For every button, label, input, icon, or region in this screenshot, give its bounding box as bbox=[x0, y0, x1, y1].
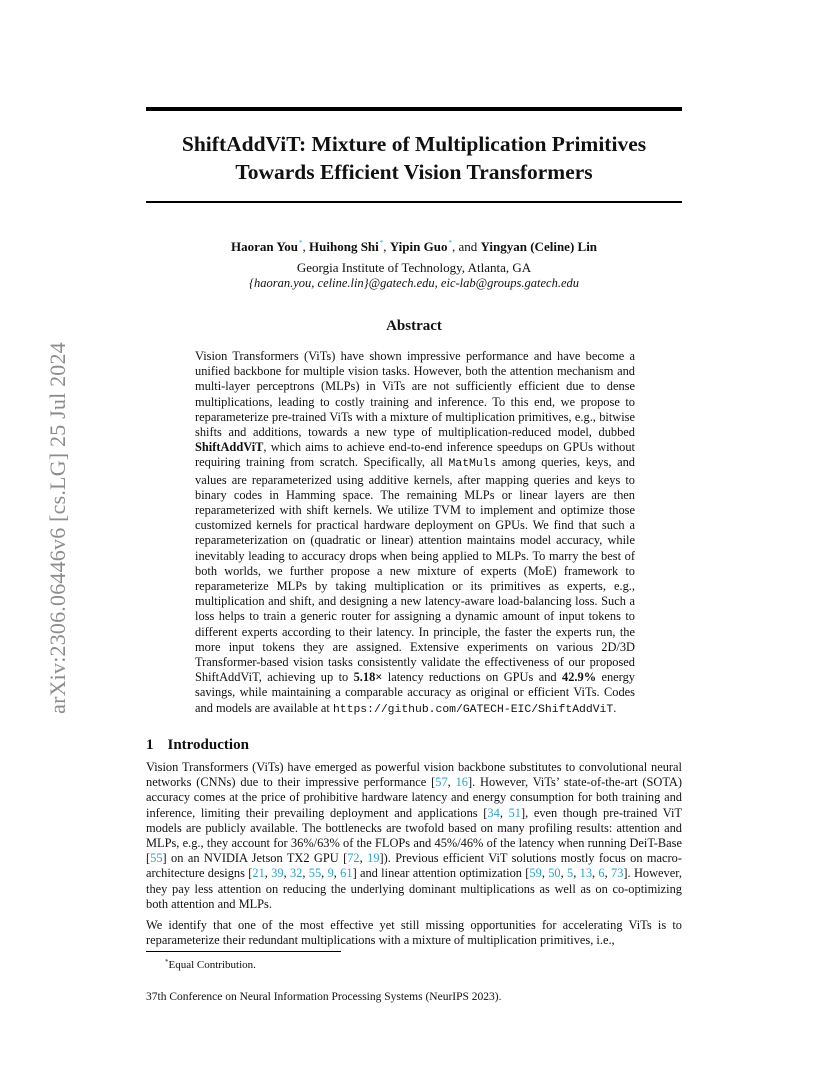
venue-line: 37th Conference on Neural Information Processing Systems (NeurIPS 2023). bbox=[146, 991, 502, 1003]
code-url-link[interactable]: https://github.com/GATECH-EIC/ShiftAddViT bbox=[332, 703, 614, 716]
title-top-rule bbox=[146, 107, 682, 111]
intro-text: ] on an NVIDIA Jetson TX2 GPU [ bbox=[162, 851, 348, 866]
author-separator: , bbox=[302, 239, 310, 254]
author-list bbox=[146, 234, 682, 256]
citation-link[interactable]: 32 bbox=[289, 866, 303, 881]
intro-text: ]. However, they pay less attention on reducing the underlying dominant multiplications as well as on co-optimizing both attention and MLPs. bbox=[146, 866, 682, 911]
arxiv-stamp: arXiv:2306.06446v6 [cs.LG] 25 Jul 2024 bbox=[45, 342, 70, 714]
citation-link[interactable]: 72 bbox=[347, 851, 360, 866]
author-separator: , bbox=[383, 239, 390, 254]
citation-link[interactable]: 55 bbox=[150, 851, 163, 866]
abstract-body bbox=[195, 349, 635, 718]
equal-contribution-mark[interactable]: * bbox=[379, 239, 384, 247]
abstract-text: latency reductions on GPUs and bbox=[382, 670, 563, 685]
energy-savings-value: 42.9% bbox=[562, 670, 597, 685]
model-name: ShiftAddViT bbox=[195, 440, 264, 455]
author-name: Haoran You bbox=[230, 239, 299, 254]
citation-link[interactable]: 51 bbox=[508, 805, 521, 820]
matmuls-code: MatMuls bbox=[448, 458, 497, 471]
title-bottom-rule bbox=[146, 201, 682, 203]
footnote-text: Equal Contribution. bbox=[168, 959, 256, 971]
author-name: Huihong Shi bbox=[309, 239, 379, 254]
author-name: Yingyan (Celine) Lin bbox=[480, 239, 598, 254]
author-emails: {haoran.you, celine.lin}@gatech.edu, eic-lab@groups.gatech.edu bbox=[248, 276, 580, 290]
speedup-value: 5.18× bbox=[353, 670, 383, 685]
citation-link[interactable]: 34 bbox=[487, 805, 500, 820]
introduction-body bbox=[146, 760, 682, 954]
title-line-1: ShiftAddViT: Mixture of Multiplication Primitives bbox=[181, 132, 647, 156]
footnote-rule bbox=[146, 951, 341, 952]
author-name: Yipin Guo bbox=[389, 239, 448, 254]
citation-link[interactable]: 73 bbox=[611, 866, 624, 881]
intro-paragraph-1: Vision Transformers (ViTs) have emerged as powerful vision backbone substitutes to convolutional neural networks (CNNs) due to their impressive performance [57, 16]. However, ViTs’ state-of-the-art (SOTA) accuracy comes at the price of prohibitive hardware latency and energy consumption for both training and inference, limiting their prevailing deployment and applications [34, 51], even though pre-trained ViT models are publicly available. The bottlenecks are twofold based on many profiling results: attention and MLPs, e.g., they account for 36%/63% of the FLOPs and 45%/46% of the latency when running DeiT-Base [55] on an NVIDIA Jetson TX2 GPU [72, 19]). Previous efficient ViT solutions mostly focus on macro-architecture designs [21, 39, 32, 55, 9, 61] and linear attention optimization [59, 50, 5, 13, 6, 73]. However, they pay less attention on reducing the underlying dominant multiplications as well as on co-optimizing both attention and MLPs. bbox=[146, 760, 683, 911]
citation-link[interactable]: 19 bbox=[367, 851, 380, 866]
paper-title bbox=[146, 130, 682, 186]
citation-link[interactable]: 5 bbox=[567, 866, 574, 881]
intro-text: ]). Previous efficient ViT solutions mostly focus on macro-architecture designs [ bbox=[146, 851, 682, 881]
intro-paragraph-2: We identify that one of the most effective yet still missing opportunities for accelerating ViTs is to reparameterize their redundant multiplications with a mixture of multiplication primitives, i.e., bbox=[146, 918, 682, 948]
citation-link[interactable]: 16 bbox=[455, 775, 468, 790]
affiliation: Georgia Institute of Technology, Atlanta, GA bbox=[296, 260, 532, 275]
footnote-mark: * bbox=[165, 958, 169, 966]
abstract-text: Vision Transformers (ViTs) have shown impressive performance and have become a unified backbone for multiple vision tasks. However, both the attention mechanism and multi-layer perceptrons (MLPs) in ViTs are not sufficiently efficient due to dense multiplications, leading to costly training and inference. To this end, we propose to reparameterize pre-trained ViTs with a mixture of multiplication primitives, e.g., bitwise shifts and additions, towards a new type of multiplication-reduced model, dubbed bbox=[195, 349, 635, 440]
footnote bbox=[165, 955, 256, 972]
author-separator: , and bbox=[451, 239, 481, 254]
section-heading-introduction bbox=[146, 737, 249, 754]
citation-link[interactable]: 61 bbox=[340, 866, 353, 881]
citation-link[interactable]: 9 bbox=[327, 866, 334, 881]
citation-link[interactable]: 13 bbox=[579, 866, 593, 881]
intro-text: Vision Transformers (ViTs) have emerged as powerful vision backbone substitutes to convolutional neural networks (CNNs) due to their impressive performance [ bbox=[146, 760, 682, 790]
intro-text: ] and linear attention optimization [ bbox=[352, 866, 530, 881]
equal-contribution-mark[interactable]: * bbox=[299, 239, 303, 247]
citation-link[interactable]: 21 bbox=[252, 866, 265, 881]
citation-link[interactable]: 59 bbox=[529, 866, 542, 881]
abstract-text: energy savings, while maintaining a comparable accuracy as original or efficient ViTs. Codes and models are available at bbox=[195, 670, 635, 715]
section-number: 1 bbox=[146, 737, 154, 753]
citation-link[interactable]: 55 bbox=[308, 866, 322, 881]
abstract-text: . bbox=[613, 700, 617, 715]
citation-link[interactable]: 50 bbox=[548, 866, 561, 881]
citation-link[interactable]: 6 bbox=[598, 866, 605, 881]
section-title: Introduction bbox=[167, 737, 249, 753]
equal-contribution-mark[interactable]: * bbox=[448, 239, 452, 247]
citation-link[interactable]: 57 bbox=[435, 775, 448, 790]
intro-text: ], even though pre-trained ViT models are publicly available. The bottlenecks are twofold based on many profiling results: attention and MLPs, e.g., they account for 36%/63% of the FLOPs and 45%/46% of the latency when running DeiT-Base [ bbox=[146, 805, 683, 866]
abstract-text: , which aims to achieve end-to-end inference speedups on GPUs without requiring training from scratch. Specifically, all bbox=[195, 440, 635, 470]
abstract-heading: Abstract bbox=[386, 318, 442, 334]
intro-text: ]. However, ViTs’ state-of-the-art (SOTA) accuracy comes at the price of prohibitive hardware latency and energy consumption for both training and inference, limiting their prevailing deployment and applications [ bbox=[146, 775, 682, 820]
title-line-2: Towards Efficient Vision Transformers bbox=[235, 160, 593, 184]
citation-link[interactable]: 39 bbox=[271, 866, 284, 881]
abstract-text: among queries, keys, and values are reparameterized using additive kernels, after mapping queries and keys to binary codes in Hamming space. The remaining MLPs or linear layers are then reparameterized with shift kernels. We utilize TVM to implement and optimize those customized kernels for practical hardware deployment on GPUs. We find that such a reparameterization on (quadratic or linear) attention maintains model accuracy, while inevitably leading to accuracy drops when being applied to MLPs. To marry the best of both worlds, we further propose a new mixture of experts (MoE) framework to reparameterize MLPs by taking multiplication or its primitives as experts, e.g., multiplication and shift, and designing a new latency-aware load-balancing loss. Such a loss helps to train a generic router for assigning a dynamic amount of input tokens to different experts according to their latency. In principle, the faster the experts run, the more input tokens they are assigned. Extensive experiments on various 2D/3D Transformer-based vision tasks consistently validate the effectiveness of our proposed ShiftAddViT, achieving up to bbox=[195, 455, 635, 685]
